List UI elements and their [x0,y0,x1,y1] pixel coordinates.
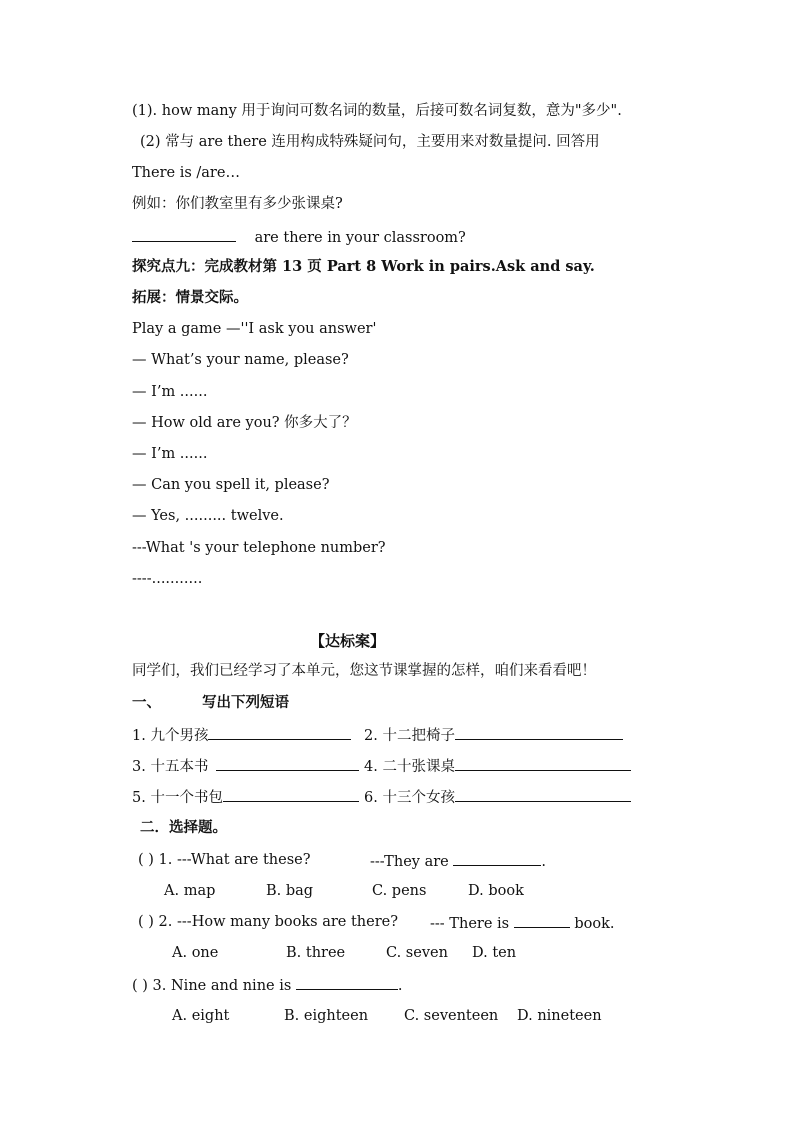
phrase-blank[interactable] [208,724,351,740]
dialogue-line: — I’m ...... [132,446,208,462]
question-3: ( ) 3. Nine and nine is . [132,974,403,996]
dialogue-line: Play a game —''I ask you answer' [132,321,377,337]
phrase-item: 2. 十二把椅子 [364,724,623,746]
phrase-item: 5. 十一个书包 [132,786,359,808]
option[interactable]: B. bag [266,883,314,899]
option[interactable]: C. seven [386,945,448,961]
part-one-title: 写出下列短语 [202,694,290,711]
answer-bracket[interactable]: ( ) [138,914,154,930]
section-title: 【达标案】 [310,632,386,650]
phrase-blank[interactable] [455,724,623,740]
example-blank[interactable] [132,226,236,242]
phrase-blank[interactable] [216,755,359,771]
option[interactable]: D. ten [472,945,517,961]
explore-point-nine: 探究点九：完成教材第 13 页 Part 8 Work in pairs.Ask and say. [132,258,595,275]
extension-heading: 拓展：情景交际。 [132,289,248,306]
answer-blank[interactable] [296,974,398,990]
phrase-item: 4. 二十张课桌 [364,755,631,777]
option[interactable]: C. seventeen [404,1008,499,1024]
phrase-item: 3. 十五本书 [132,755,359,777]
phrase-blank[interactable] [455,755,631,771]
answer-blank[interactable] [453,850,541,866]
example-sentence-line [132,226,466,248]
option[interactable]: A. map [164,883,216,899]
phrase-blank[interactable] [455,786,631,802]
question-1: ( ) 1. ---What are these? [138,852,311,868]
dialogue-line: — What’s your name, please? [132,352,349,368]
dialogue-line: — I’m ...... [132,384,208,400]
dialogue-line: ----........... [132,571,203,587]
phrase-item: 6. 十三个女孩 [364,786,631,808]
option[interactable]: A. one [172,945,219,961]
option[interactable]: C. pens [372,883,427,899]
part-two-heading: 二．选择题。 [140,819,227,836]
dialogue-line: — How old are you? 你多大了？ [132,415,357,431]
section-intro: 同学们，我们已经学习了本单元，您这节课掌握的怎样，咱们来看看吧！ [132,663,596,679]
dialogue-line: ---What 's your telephone number? [132,540,386,556]
dialogue-line: — Yes, ......... twelve. [132,508,284,524]
phrase-item: 1. 九个男孩 [132,724,351,746]
phrase-blank[interactable] [223,786,359,802]
question-2-answer: --- There is book. [430,912,614,934]
part-one-number: 一、 [132,694,161,711]
option[interactable]: D. book [468,883,524,899]
answer-bracket[interactable]: ( ) [132,978,148,994]
note-answer: There is /are… [132,165,240,181]
note-are-there: (2) 常与 are there 连用构成特殊疑问句，主要用来对数量提问. 回答用 [140,134,600,150]
option[interactable]: B. eighteen [284,1008,369,1024]
part-one-heading [132,693,289,713]
dialogue-line: — Can you spell it, please? [132,477,330,493]
example-sentence: are there in your classroom? [254,230,466,246]
answer-bracket[interactable]: ( ) [138,852,154,868]
question-1-answer: ---They are . [370,850,546,872]
note-how-many: (1). how many 用于询问可数名词的数量，后接可数名词复数，意为"多少". [132,103,622,119]
option[interactable]: A. eight [172,1008,230,1024]
option[interactable]: B. three [286,945,346,961]
option[interactable]: D. nineteen [517,1008,602,1024]
answer-blank[interactable] [514,912,570,928]
example-label: 例如：你们教室里有多少张课桌? [132,196,343,212]
question-2: ( ) 2. ---How many books are there? [138,914,398,930]
